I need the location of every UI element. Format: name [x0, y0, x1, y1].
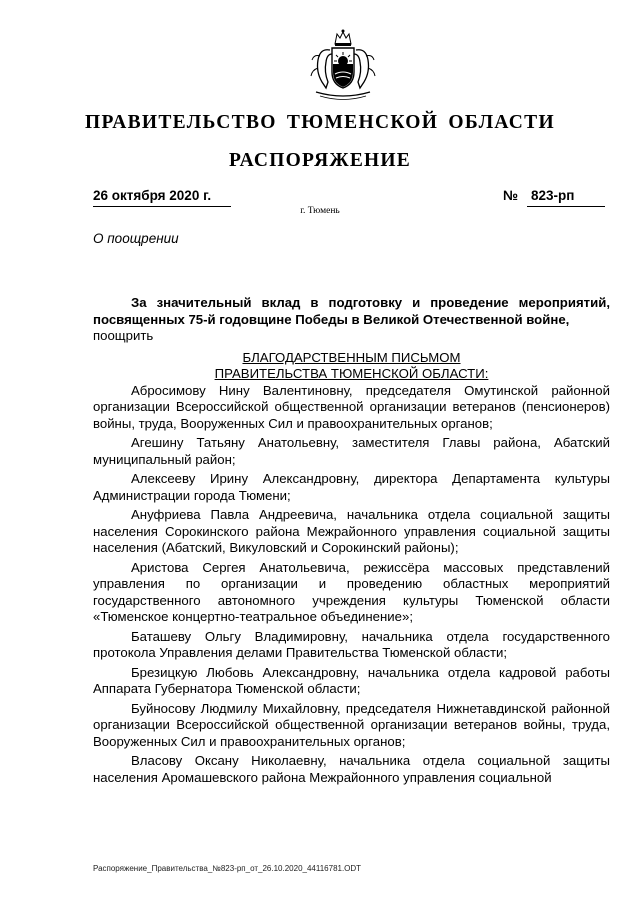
list-item: Аристова Сергея Анатольевича, режиссёра массовых представлений управления по организации и проведению областных мероприятий государственного автономного учреждения культуры Тюменской области «Тюменское концертно-театральное объединение»; [93, 559, 610, 624]
intro-bold-text: За значительный вклад в подготовку и проведение мероприятий, посвященных 75-й годовщине Победы в Великой Отечественной войне, [93, 295, 610, 327]
document-number-text: 823-рп [531, 188, 575, 203]
list-item: Буйносову Людмилу Михайловну, председателя Нижнетавдинской районной организации Всероссийской общественной организации ветеранов войны, труда, Вооруженных Сил и правоохранительных органов; [93, 700, 610, 749]
award-heading [93, 350, 610, 383]
intro-paragraph [93, 295, 610, 345]
list-item: Власову Оксану Николаевну, начальника отдела социальной защиты населения Аромашевского района Межрайонного управления социальной [93, 753, 610, 785]
document-date-text: 26 октября 2020 г. [93, 188, 212, 203]
number-sign: № [503, 188, 519, 203]
list-item: Брезицкую Любовь Александровну, начальника отдела кадровой работы Аппарата Губернатора Тюменской области; [93, 664, 610, 696]
document-number-field [527, 188, 605, 207]
document-date [93, 188, 231, 207]
document-body [93, 295, 610, 789]
organization-title: ПРАВИТЕЛЬСТВО ТЮМЕНСКОЙ ОБЛАСТИ [85, 112, 555, 133]
list-item: Агешину Татьяну Анатольевну, заместителя Главы района, Абатский муниципальный район; [93, 435, 610, 467]
city-label: г. Тюмень [300, 206, 340, 216]
list-item: Алексееву Ирину Александровну, директора Департамента культуры Администрации города Тюмени; [93, 471, 610, 503]
document-subject: О поощрении [93, 231, 179, 246]
recipients-list [93, 383, 610, 787]
intro-action-text: поощрить [93, 328, 154, 343]
award-heading-line-1: БЛАГОДАРСТВЕННЫМ ПИСЬМОМ [242, 349, 461, 365]
document-type-heading: РАСПОРЯЖЕНИЕ [229, 150, 411, 171]
list-item: Ануфриева Павла Андреевича, начальника отдела социальной защиты населения Сорокинского района Межрайонного управления социальной защиты населения (Абатский, Викуловский и Сорокинский районы); [93, 507, 610, 555]
footer-filename: Распоряжение_Правительства_№823-рп_от_26.10.2020_44116781.ODT [93, 864, 362, 873]
list-item: Баташеву Ольгу Владимировну, начальника отдела государственного протокола Управления делами Правительства Тюменской области; [93, 628, 610, 660]
coat-of-arms-icon [302, 28, 384, 104]
list-item: Абросимову Нину Валентиновну, председателя Омутинской районной организации Всероссийской общественной организации ветеранов (пенсионеров) войны, труда, Вооруженных Сил и правоохранительных органов; [93, 382, 610, 431]
award-heading-line-2: ПРАВИТЕЛЬСТВА ТЮМЕНСКОЙ ОБЛАСТИ: [214, 366, 489, 381]
document-number [503, 188, 605, 206]
